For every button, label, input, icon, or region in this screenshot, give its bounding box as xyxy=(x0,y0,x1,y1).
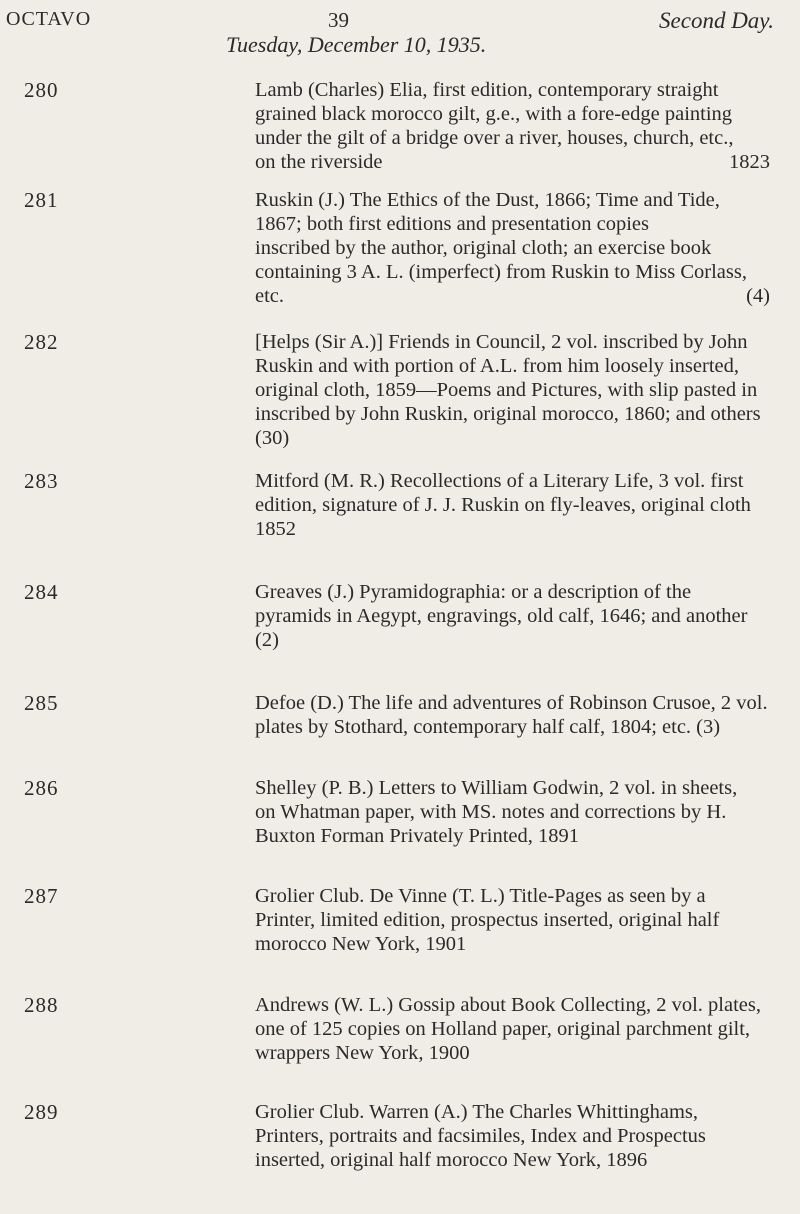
lot-line: Lamb (Charles) Elia, first edition, contemporary straight xyxy=(255,79,719,101)
lot-line: Ruskin and with portion of A.L. from him loosely inserted, xyxy=(255,355,739,377)
lot-description xyxy=(255,1100,770,1172)
lot-line xyxy=(255,284,770,308)
lot-line: Andrews (W. L.) Gossip about Book Collecting, 2 vol. plates, xyxy=(255,994,761,1016)
lot-line: Buxton Forman Privately Printed, 1891 xyxy=(255,825,579,847)
page-header xyxy=(0,8,800,58)
lot-number: 284 xyxy=(24,580,59,604)
lot-line: Printers, portraits and facsimiles, Index and Prospectus xyxy=(255,1125,706,1147)
lot-line: Printer, limited edition, prospectus inserted, original half xyxy=(255,909,720,931)
lot-description xyxy=(255,776,770,848)
lot-number: 288 xyxy=(24,993,59,1017)
lot-line: wrappers New York, 1900 xyxy=(255,1042,470,1064)
lot-number: 283 xyxy=(24,469,59,493)
lot-line: 1867; both first editions and presentation copies xyxy=(255,213,649,235)
lot-description xyxy=(255,580,770,652)
lot-line: inscribed by the author, original cloth; an exercise book xyxy=(255,237,712,259)
lot-line: pyramids in Aegypt, engravings, old calf, 1646; and another xyxy=(255,605,748,627)
sale-date: Tuesday, December 10, 1935. xyxy=(226,32,487,57)
lot-count: (4) xyxy=(746,285,770,307)
lot-line: inscribed by John Ruskin, original morocco, 1860; and others xyxy=(255,403,761,425)
page-number: 39 xyxy=(328,8,349,32)
lot-description xyxy=(255,188,770,308)
lot-number: 281 xyxy=(24,188,59,212)
lot-count: (30) xyxy=(255,427,290,449)
lot-line: inserted, original half morocco New York, 1896 xyxy=(255,1149,648,1171)
lot-line: edition, signature of J. J. Ruskin on fly-leaves, original cloth xyxy=(255,494,751,516)
lot-line: Grolier Club. Warren (A.) The Charles Whittinghams, xyxy=(255,1101,698,1123)
lot-number: 280 xyxy=(24,78,59,102)
lot-number: 286 xyxy=(24,776,59,800)
lot-line: original cloth, 1859—Poems and Pictures, with slip pasted in xyxy=(255,379,758,401)
lot-year: 1852 xyxy=(255,518,296,540)
lot-number: 285 xyxy=(24,691,59,715)
lot-line: Ruskin (J.) The Ethics of the Dust, 1866; Time and Tide, xyxy=(255,189,720,211)
lot-number: 289 xyxy=(24,1100,59,1124)
lot-line: on Whatman paper, with MS. notes and corrections by H. xyxy=(255,801,727,823)
lot-description xyxy=(255,691,770,739)
lot-line: [Helps (Sir A.)] Friends in Council, 2 vol. inscribed by John xyxy=(255,331,748,353)
lot-line-text: etc. xyxy=(255,285,285,307)
lot-line: one of 125 copies on Holland paper, original parchment gilt, xyxy=(255,1018,751,1040)
lot-line: Shelley (P. B.) Letters to William Godwin, 2 vol. in sheets, xyxy=(255,777,738,799)
sale-day-label: Second Day. xyxy=(659,8,774,33)
lot-line: morocco New York, 1901 xyxy=(255,933,467,955)
format-label: OCTAVO xyxy=(6,8,92,30)
lot-description xyxy=(255,469,770,541)
lot-description xyxy=(255,993,770,1065)
lot-line: plates by Stothard, contemporary half calf, 1804; etc. (3) xyxy=(255,716,721,738)
lot-count: (2) xyxy=(255,629,279,651)
lot-line: grained black morocco gilt, g.e., with a fore-edge painting xyxy=(255,103,733,125)
lot-year: 1823 xyxy=(729,151,770,173)
lot-line: under the gilt of a bridge over a river, houses, church, etc., xyxy=(255,127,734,149)
lot-line: Grolier Club. De Vinne (T. L.) Title-Pages as seen by a xyxy=(255,885,706,907)
lot-description xyxy=(255,330,770,450)
lot-line: Defoe (D.) The life and adventures of Robinson Crusoe, 2 vol. xyxy=(255,692,768,714)
lot-description xyxy=(255,78,770,174)
lot-number: 287 xyxy=(24,884,59,908)
lot-line: Mitford (M. R.) Recollections of a Literary Life, 3 vol. first xyxy=(255,470,744,492)
lot-line-text: on the riverside xyxy=(255,151,383,173)
lot-description xyxy=(255,884,770,956)
lot-line xyxy=(255,150,770,174)
lot-number: 282 xyxy=(24,330,59,354)
lot-line: Greaves (J.) Pyramidographia: or a description of the xyxy=(255,581,692,603)
lot-line: containing 3 A. L. (imperfect) from Ruskin to Miss Corlass, xyxy=(255,261,747,283)
